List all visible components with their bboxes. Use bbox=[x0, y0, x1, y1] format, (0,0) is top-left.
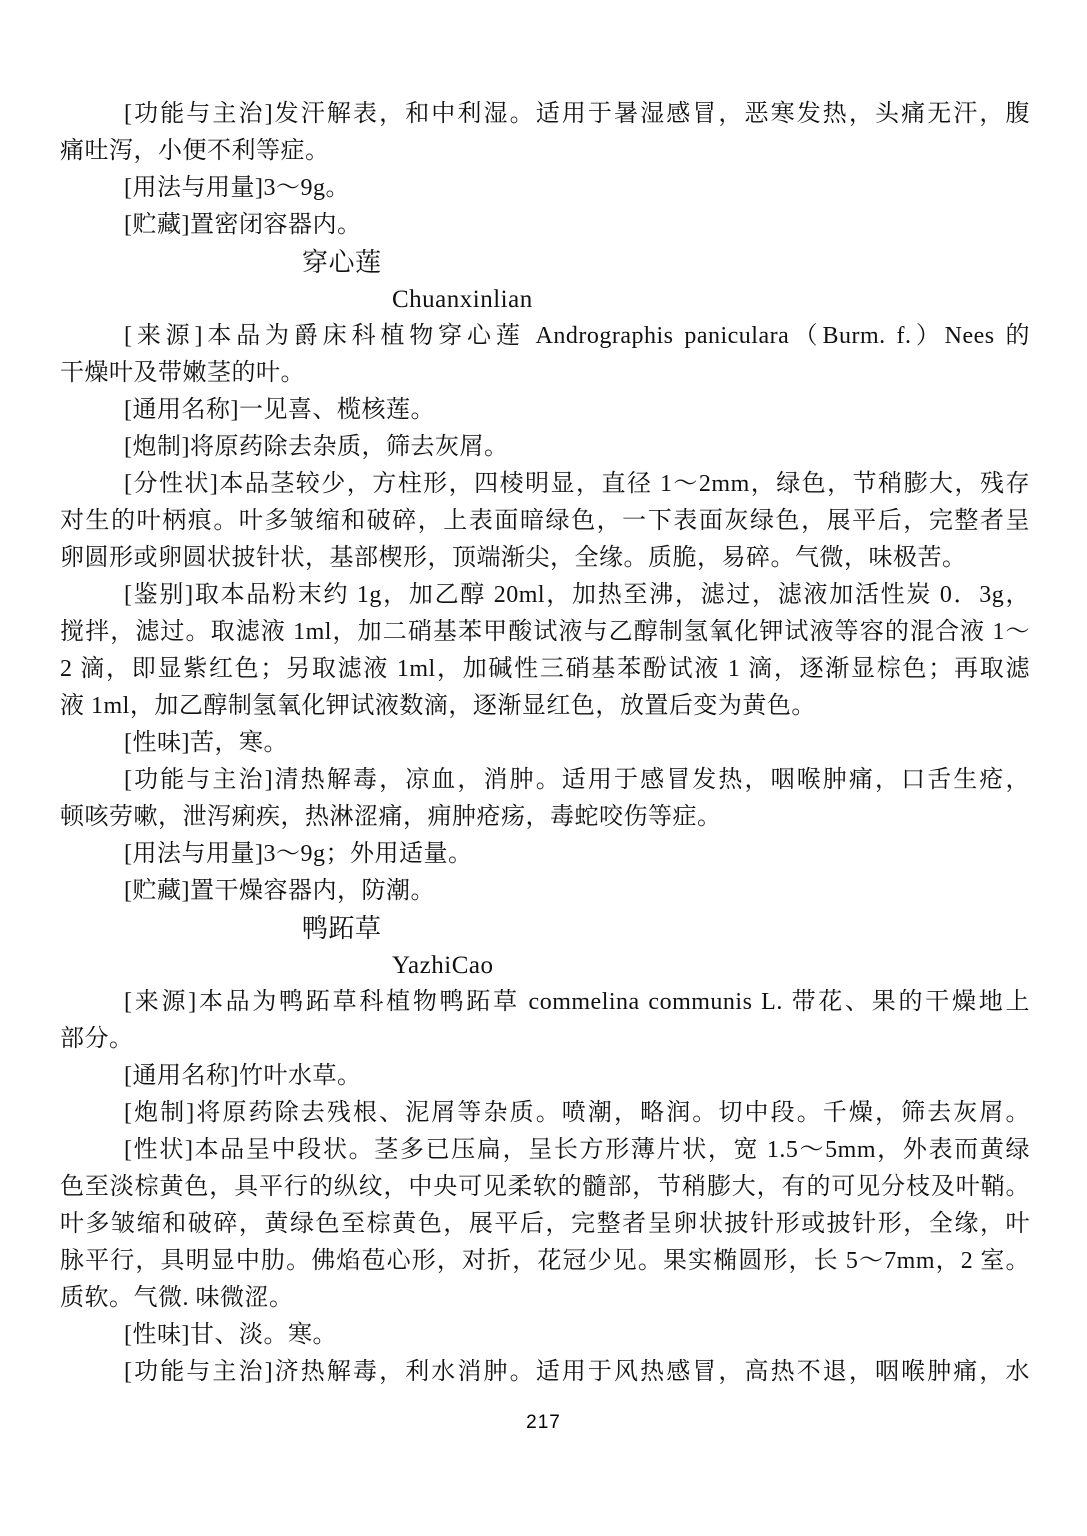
text-line: [鉴别]取本品粉末约 1g，加乙醇 20ml，加热至沸，滤过，滤液加活性炭 0．3g， bbox=[124, 582, 1030, 608]
text-line: 色至淡棕黄色，具平行的纵纹，中央可见柔软的髓部，节稍膨大，有的可见分枝及叶鞘。 bbox=[60, 1174, 1030, 1200]
page-number: 217 bbox=[526, 1412, 561, 1433]
text-line: 脉平行，具明显中肋。佛焰苞心形，对折，花冠少见。果实椭圆形，长 5～7mm，2 室。 bbox=[60, 1248, 1030, 1274]
text-line: 叶多皱缩和破碎，黄绿色至棕黄色，展平后，完整者呈卵状披针形或披针形，全缘，叶 bbox=[60, 1211, 1030, 1237]
text-line: [性状]本品呈中段状。茎多已压扁，呈长方形薄片状，宽 1.5～5mm，外表而黄绿 bbox=[124, 1137, 1030, 1163]
text-line: 痛吐泻，小便不利等症。 bbox=[60, 138, 330, 164]
text-line: [贮藏]置密闭容器内。 bbox=[124, 212, 362, 238]
text-line: [功能与主治]发汗解表，和中利湿。适用于暑湿感冒，恶寒发热，头痛无汗，腹 bbox=[124, 101, 1030, 127]
text-line: [功能与主治]济热解毒，利水消肿。适用于风热感冒，高热不退，咽喉肿痛，水 bbox=[124, 1359, 1030, 1385]
text-line: [用法与用量]3～9g。 bbox=[124, 175, 350, 201]
text-line: 顿咳劳嗽，泄泻痢疾，热淋涩痛，痈肿疮疡，毒蛇咬伤等症。 bbox=[60, 804, 722, 830]
text-line: [性味]苦，寒。 bbox=[124, 730, 288, 756]
text-line: [用法与用量]3～9g；外用适量。 bbox=[124, 841, 473, 867]
text-line: [通用名称]竹叶水草。 bbox=[124, 1063, 362, 1089]
section-title-pinyin: Chuanxinlian bbox=[392, 286, 533, 313]
text-line: 卵圆形或卵圆状披针状，基部楔形，顶端渐尖，全缘。质脆，易碎。气微，味极苦。 bbox=[60, 545, 967, 571]
text-line: [来源]本品为爵床科植物穿心莲 Andrographis paniculara（Burm. f.）Nees 的 bbox=[124, 323, 1030, 349]
document-body bbox=[60, 96, 1030, 1391]
text-line: 搅拌，滤过。取滤液 1ml，加二硝基苯甲酸试液与乙醇制氢氧化钾试液等容的混合液 1～ bbox=[60, 619, 1030, 645]
text-line: [来源]本品为鸭跖草科植物鸭跖草 commelina communis L. 带花、果的干燥地上 bbox=[124, 989, 1030, 1015]
text-line: 干燥叶及带嫩茎的叶。 bbox=[60, 360, 305, 386]
text-line: [贮藏]置干燥容器内，防潮。 bbox=[124, 878, 435, 904]
text-line: [分性状]本品茎较少，方柱形，四棱明显，直径 1～2mm，绿色，节稍膨大，残存 bbox=[124, 471, 1030, 497]
section-title-cn: 鸭跖草 bbox=[302, 914, 382, 943]
section-title-cn: 穿心莲 bbox=[302, 248, 382, 277]
text-line: 液 1ml，加乙醇制氢氧化钾试液数滴，逐渐显红色，放置后变为黄色。 bbox=[60, 693, 816, 719]
text-line: 对生的叶柄痕。叶多皱缩和破碎，上表面暗绿色，一下表面灰绿色，展平后，完整者呈 bbox=[60, 508, 1030, 534]
text-line: [功能与主治]清热解毒，凉血，消肿。适用于感冒发热，咽喉肿痛，口舌生疮， bbox=[124, 767, 1030, 793]
section-title-pinyin: YazhiCao bbox=[392, 952, 494, 979]
text-line: 部分。 bbox=[60, 1026, 134, 1052]
text-line: [炮制]将原药除去杂质，筛去灰屑。 bbox=[124, 434, 509, 460]
text-line: [炮制]将原药除去残根、泥屑等杂质。喷潮，略润。切中段。千燥，筛去灰屑。 bbox=[124, 1100, 1030, 1126]
text-line: 质软。气微. 味微涩。 bbox=[60, 1285, 294, 1311]
text-line: 2 滴，即显紫红色；另取滤液 1ml，加碱性三硝基苯酚试液 1 滴，逐渐显棕色；再取滤 bbox=[60, 656, 1030, 682]
text-line: [性味]甘、淡。寒。 bbox=[124, 1322, 337, 1348]
text-line: [通用名称]一见喜、榄核莲。 bbox=[124, 397, 435, 423]
